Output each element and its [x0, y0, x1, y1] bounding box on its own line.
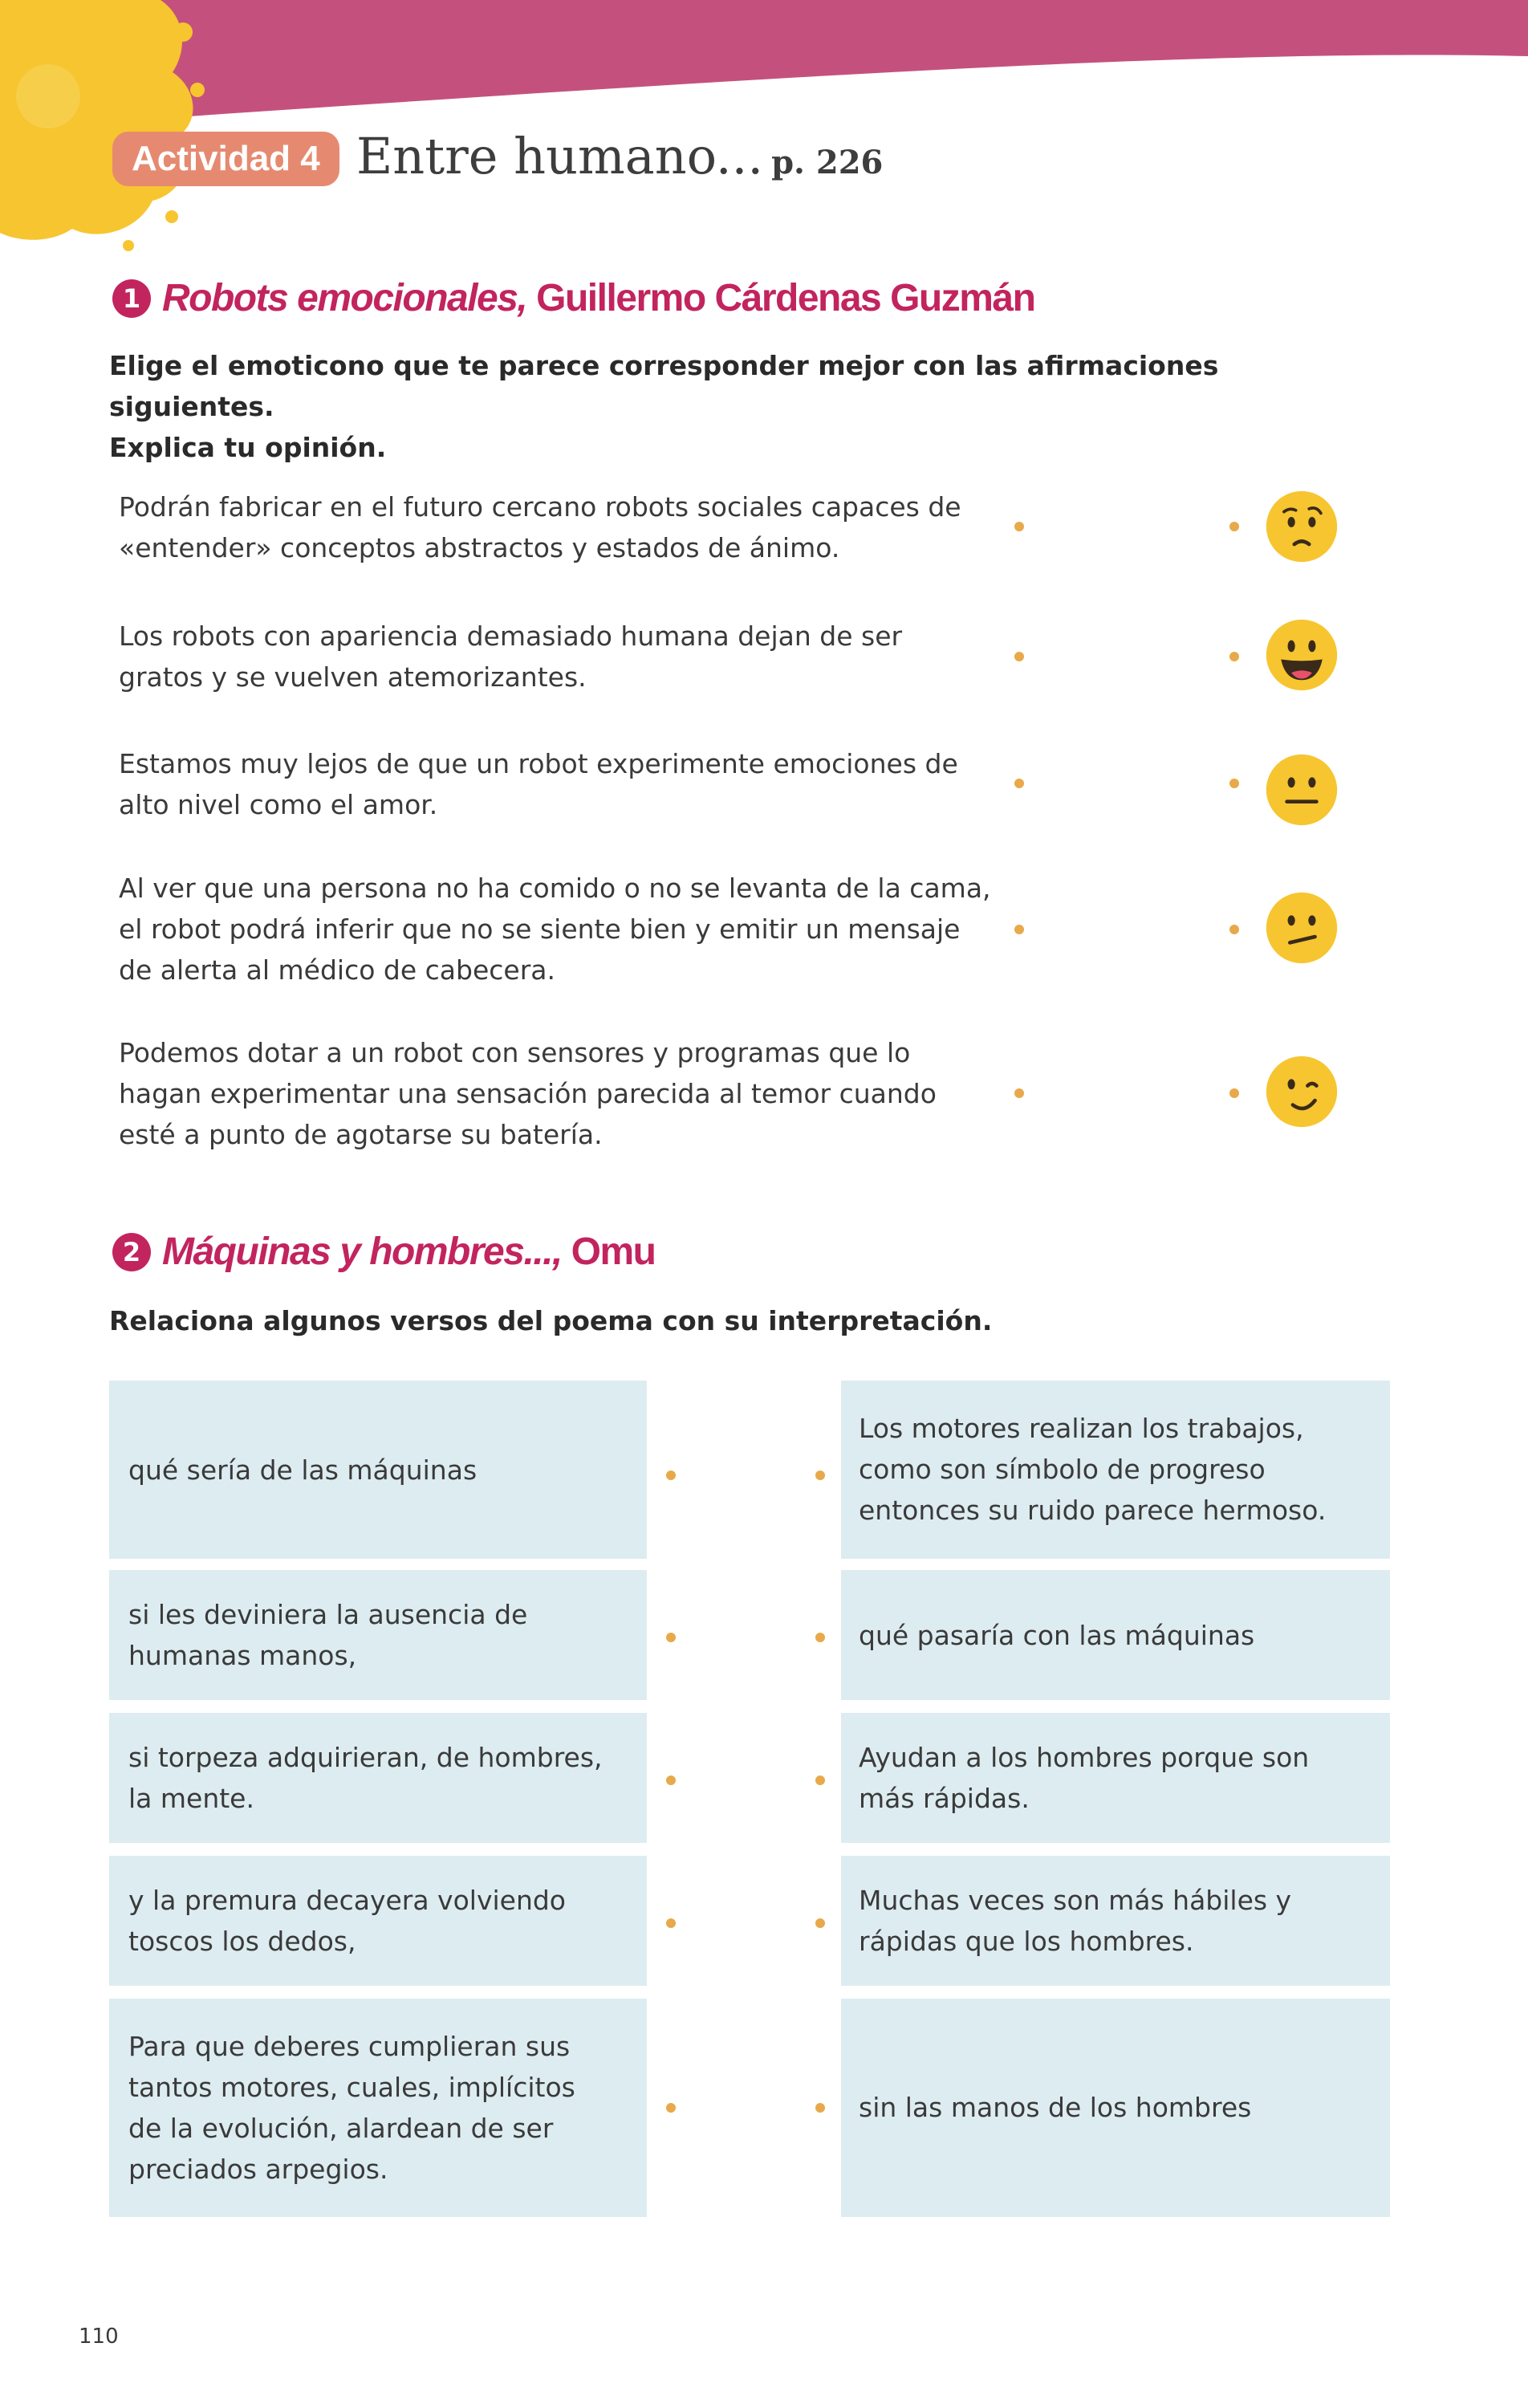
- section-2-title: [162, 1230, 655, 1274]
- winking-face-icon[interactable]: [1265, 1055, 1339, 1129]
- interpretation-line: sin las manos de los hombres: [859, 2092, 1252, 2123]
- statement-line: Estamos muy lejos de que un robot experimente emociones de: [119, 748, 958, 779]
- statement-line: de alerta al médico de cabecera.: [119, 954, 556, 986]
- verse-5-connector-dot[interactable]: [666, 2103, 676, 2113]
- interpretation-text: [859, 1737, 1309, 1819]
- interpretation-line: Los motores realizan los trabajos,: [859, 1413, 1304, 1444]
- statement-line: gratos y se vuelven atemorizantes.: [119, 661, 587, 693]
- statement-line: el robot podrá inferir que no se siente bien y emitir un mensaje: [119, 913, 961, 945]
- header-band: [0, 0, 1528, 136]
- confused-face-icon[interactable]: [1265, 891, 1339, 965]
- worried-face-icon[interactable]: [1265, 490, 1339, 563]
- verse-line: y la premura decayera volviendo: [128, 1885, 566, 1916]
- interpretation-line: rápidas que los hombres.: [859, 1926, 1194, 1957]
- interpretation-box-3: [841, 1713, 1390, 1843]
- section-1-title-work: Robots emocionales,: [162, 277, 527, 319]
- verse-box-1: [109, 1381, 647, 1559]
- grinning-face-icon[interactable]: [1265, 618, 1339, 692]
- verse-3-connector-dot[interactable]: [666, 1775, 676, 1785]
- statement-5-connector-dot[interactable]: [1014, 1088, 1024, 1098]
- interpretation-box-4: [841, 1856, 1390, 1986]
- statement-line: Podemos dotar a un robot con sensores y programas que lo: [119, 1037, 911, 1068]
- section-1-heading: [112, 276, 1034, 327]
- statement-1-connector-dot[interactable]: [1014, 522, 1024, 531]
- interpretation-1-connector-dot[interactable]: [815, 1470, 825, 1480]
- neutral-face-icon[interactable]: [1265, 753, 1339, 827]
- verse-2-connector-dot[interactable]: [666, 1633, 676, 1642]
- verse-1-connector-dot[interactable]: [666, 1470, 676, 1480]
- verse-text: [128, 1594, 527, 1676]
- statement-line: alto nivel como el amor.: [119, 789, 438, 820]
- verse-box-2: [109, 1570, 647, 1700]
- verse-line: humanas manos,: [128, 1640, 357, 1671]
- emoticon-5-connector-dot[interactable]: [1229, 1088, 1239, 1098]
- interpretation-box-2: [841, 1570, 1390, 1700]
- emoticon-3-connector-dot[interactable]: [1229, 779, 1239, 788]
- statement-line: «entender» conceptos abstractos y estados de ánimo.: [119, 532, 840, 563]
- statement-4: [119, 868, 1018, 990]
- verse-text: [128, 1450, 477, 1491]
- interpretation-5-connector-dot[interactable]: [815, 2103, 825, 2113]
- verse-line: tantos motores, cuales, implícitos: [128, 2072, 575, 2103]
- verse-line: si les deviniera la ausencia de: [128, 1599, 528, 1630]
- verse-line: la mente.: [128, 1783, 254, 1814]
- interpretation-text: [859, 1615, 1254, 1656]
- verse-4-connector-dot[interactable]: [666, 1918, 676, 1928]
- interpretation-3-connector-dot[interactable]: [815, 1775, 825, 1785]
- statement-line: Podrán fabricar en el futuro cercano robots sociales capaces de: [119, 491, 961, 523]
- verse-text: [128, 2026, 575, 2190]
- verse-text: [128, 1737, 603, 1819]
- interpretation-2-connector-dot[interactable]: [815, 1633, 825, 1642]
- interpretation-text: [859, 1880, 1291, 1962]
- statement-5: [119, 1032, 1018, 1155]
- instruction-line: Elige el emoticono que te parece corresponder mejor con las afirmaciones siguientes.: [109, 350, 1219, 422]
- statement-2: [119, 616, 1018, 698]
- verse-line: si torpeza adquirieran, de hombres,: [128, 1742, 603, 1773]
- interpretation-line: entonces su ruido parece hermoso.: [859, 1495, 1327, 1526]
- interpretation-line: más rápidas.: [859, 1783, 1030, 1814]
- interpretation-text: [859, 2087, 1251, 2128]
- interpretation-line: qué pasaría con las máquinas: [859, 1620, 1255, 1651]
- activity-title: [356, 120, 883, 199]
- section-2-title-work: Máquinas y hombres...,: [162, 1230, 562, 1273]
- emoticon-4-connector-dot[interactable]: [1229, 925, 1239, 934]
- statement-line: hagan experimentar una sensación parecida al temor cuando: [119, 1078, 937, 1109]
- section-1-number: 1: [112, 279, 151, 318]
- verse-box-4: [109, 1856, 647, 1986]
- page-number: 110: [79, 2325, 119, 2349]
- statement-4-connector-dot[interactable]: [1014, 925, 1024, 934]
- interpretation-box-1: [841, 1381, 1390, 1559]
- statement-1: [119, 486, 1018, 568]
- verse-line: de la evolución, alardean de ser: [128, 2113, 554, 2144]
- statement-3: [119, 743, 1018, 825]
- verse-line: qué sería de las máquinas: [128, 1454, 478, 1486]
- emoticon-1-connector-dot[interactable]: [1229, 522, 1239, 531]
- emoticon-2-connector-dot[interactable]: [1229, 652, 1239, 661]
- activity-title-text: Entre humano...: [356, 127, 764, 185]
- instruction-line: Explica tu opinión.: [109, 432, 387, 463]
- verse-box-3: [109, 1713, 647, 1843]
- statement-line: Al ver que una persona no ha comido o no se levanta de la cama,: [119, 872, 991, 904]
- section-2-instruction: Relaciona algunos versos del poema con su interpretación.: [109, 1305, 993, 1336]
- activity-badge: Actividad 4: [112, 132, 339, 186]
- section-1-title-author: Guillermo Cárdenas Guzmán: [536, 277, 1035, 319]
- verse-text: [128, 1880, 566, 1962]
- verse-line: Para que deberes cumplieran sus: [128, 2031, 571, 2062]
- section-1-title: [162, 276, 1034, 320]
- section-2-number: 2: [112, 1233, 151, 1271]
- statement-line: esté a punto de agotarse su batería.: [119, 1119, 603, 1150]
- section-2-heading: [112, 1230, 655, 1281]
- interpretation-4-connector-dot[interactable]: [815, 1918, 825, 1928]
- page-reference: p. 226: [771, 144, 884, 181]
- interpretation-line: Ayudan a los hombres porque son: [859, 1742, 1310, 1773]
- interpretation-line: como son símbolo de progreso: [859, 1454, 1266, 1485]
- paint-splash-decoration: [0, 0, 209, 257]
- section-1-instruction: [109, 345, 1361, 468]
- verse-line: toscos los dedos,: [128, 1926, 356, 1957]
- interpretation-text: [859, 1408, 1326, 1531]
- interpretation-box-5: [841, 1999, 1390, 2217]
- verse-box-5: [109, 1999, 647, 2217]
- statement-line: Los robots con apariencia demasiado humana dejan de ser: [119, 620, 903, 652]
- verse-line: preciados arpegios.: [128, 2154, 388, 2185]
- statement-2-connector-dot[interactable]: [1014, 652, 1024, 661]
- interpretation-line: Muchas veces son más hábiles y: [859, 1885, 1292, 1916]
- section-2-title-author: Omu: [571, 1230, 656, 1273]
- statement-3-connector-dot[interactable]: [1014, 779, 1024, 788]
